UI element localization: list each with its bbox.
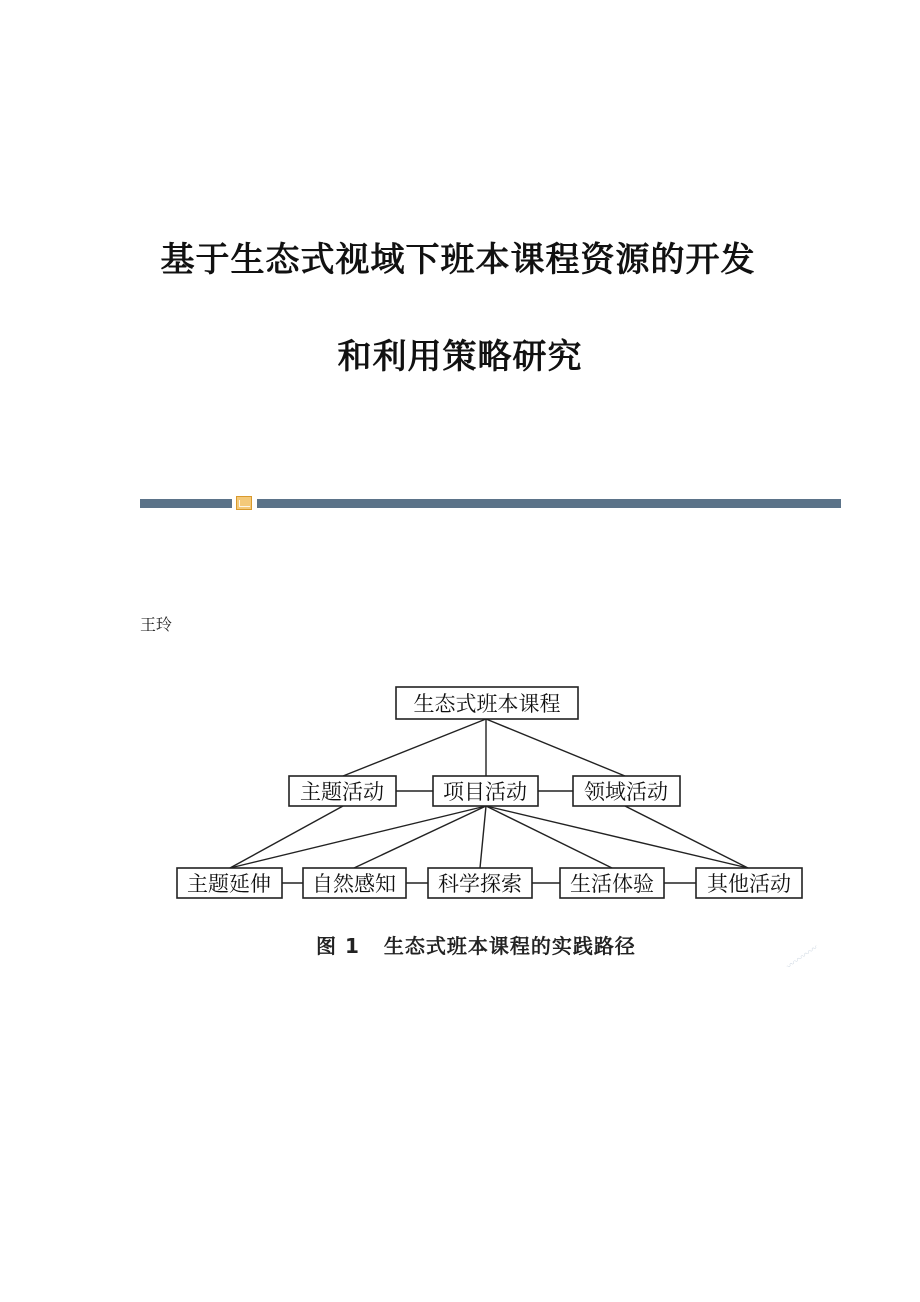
node-life-experience-label: 生活体验	[570, 872, 654, 896]
node-theme-extension	[177, 868, 282, 898]
node-other-activity	[696, 868, 802, 898]
figure-caption	[316, 930, 636, 959]
document-title-line-1: 基于生态式视域下班本课程资源的开发	[160, 240, 756, 280]
node-domain-activity-label: 领域活动	[584, 780, 668, 804]
edge-project-extension	[230, 806, 486, 868]
node-nature-perception-label: 自然感知	[312, 872, 396, 896]
edge-project-other	[486, 806, 748, 868]
document-title-line-2: 和利用策略研究	[337, 337, 583, 377]
node-nature-perception	[303, 868, 406, 898]
edge-root-theme	[343, 719, 486, 776]
edge-project-life	[486, 806, 612, 868]
node-domain-activity	[573, 776, 680, 806]
edge-theme-extension	[230, 806, 343, 868]
node-project-activity	[433, 776, 538, 806]
edge-domain-other	[625, 806, 748, 868]
node-other-activity-label: 其他活动	[707, 872, 791, 896]
edge-project-science	[480, 806, 486, 868]
edge-root-domain	[486, 719, 625, 776]
node-theme-activity	[289, 776, 396, 806]
node-theme-extension-label: 主题延伸	[187, 872, 271, 896]
author-name: 王玲	[140, 615, 173, 634]
node-life-experience	[560, 868, 664, 898]
node-science-exploration-label: 科学探索	[438, 872, 522, 896]
figure-caption-text: 生态式班本课程的实践路径	[383, 934, 636, 958]
figure-caption-number: 图 1	[316, 934, 360, 958]
node-root	[396, 687, 578, 719]
node-project-activity-label: 项目活动	[443, 780, 527, 804]
node-root-label: 生态式班本课程	[413, 692, 561, 716]
watermark: 〰〰〰〰	[785, 943, 821, 973]
edge-project-nature	[354, 806, 486, 868]
node-theme-activity-label: 主题活动	[300, 780, 384, 804]
node-science-exploration	[428, 868, 532, 898]
